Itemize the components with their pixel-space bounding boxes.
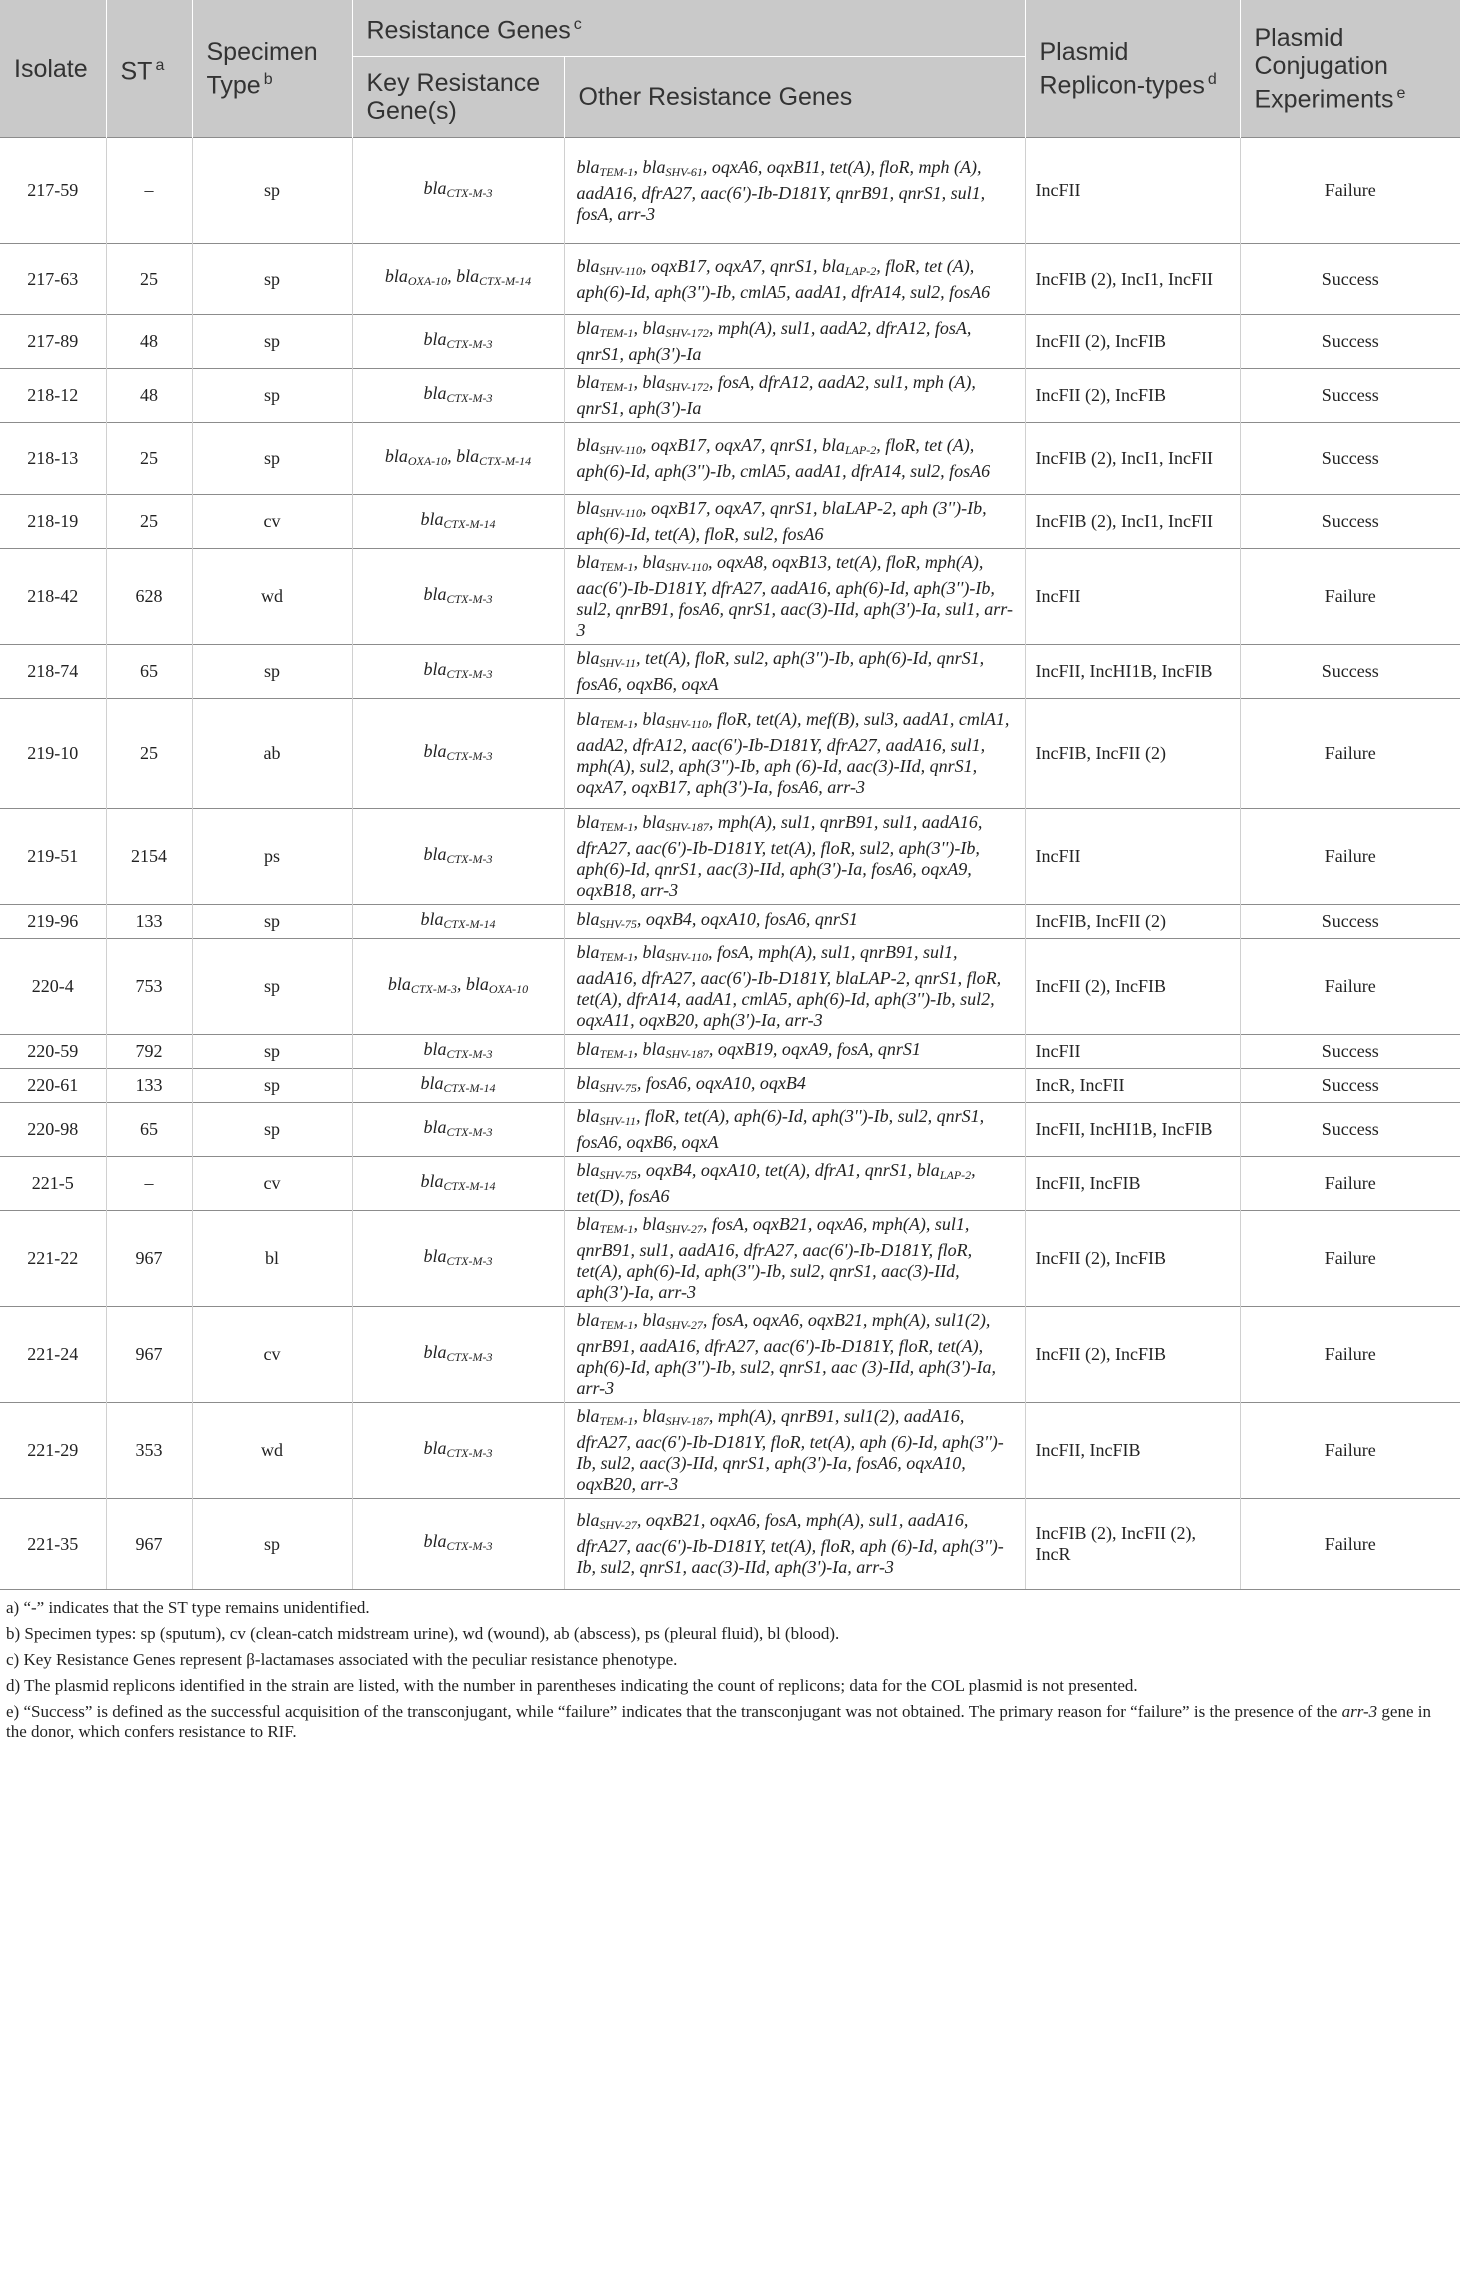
table-row: [0, 1103, 1460, 1157]
cell-key-genes: bla$_{CTX-M-14}$: [352, 495, 564, 549]
cell-st: 48: [106, 369, 192, 423]
cell-conjugation-result: Failure: [1240, 809, 1460, 905]
cell-key-genes: bla$_{CTX-M-3}$: [352, 315, 564, 369]
cell-isolate: 220-59: [0, 1035, 106, 1069]
cell-other-genes: bla$_{TEM-1}$, bla$_{SHV-110}$, oqxA8, oqxB13, tet(A), floR, mph(A), aac(6')-Ib-D181Y, dfrA27, aadA16, aph(6)-Id, aph(3'')-Ib, sul2, qnrB91, fosA6, qnrS1, aac(3)-IId, aph(3')-Ia, sul1, arr-3: [564, 549, 1025, 645]
cell-replicon: IncFIB (2), IncI1, IncFII: [1025, 244, 1240, 315]
cell-specimen: sp: [192, 1103, 352, 1157]
footnote-d: d) The plasmid replicons identified in the strain are listed, with the number in parentheses indicating the count of replicons; data for the COL plasmid is not presented.: [6, 1676, 1138, 1695]
cell-replicon: IncFII, IncHI1B, IncFIB: [1025, 645, 1240, 699]
col-replicon-header: Plasmid Replicon-types $^d$: [1025, 0, 1240, 138]
cell-conjugation-result: Success: [1240, 369, 1460, 423]
cell-specimen: wd: [192, 1403, 352, 1499]
cell-conjugation-result: Failure: [1240, 138, 1460, 244]
cell-isolate: 221-24: [0, 1307, 106, 1403]
cell-st: 133: [106, 1069, 192, 1103]
col-specimen-header: Specimen Type $^b$: [192, 0, 352, 138]
cell-other-genes: bla$_{TEM-1}$, bla$_{SHV-187}$, mph(A), qnrB91, sul1(2), aadA16, dfrA27, aac(6')-Ib-D181Y, floR, tet(A), aph (6)-Id, aph(3'')-Ib, sul2, aac(3)-IId, qnrS1, aph(3')-Ia, fosA6, oqxA10, oqxB20, arr-3: [564, 1403, 1025, 1499]
cell-isolate: 219-51: [0, 809, 106, 905]
cell-specimen: cv: [192, 495, 352, 549]
cell-replicon: IncFII: [1025, 138, 1240, 244]
cell-st: 967: [106, 1211, 192, 1307]
table-row: [0, 423, 1460, 495]
cell-st: 48: [106, 315, 192, 369]
cell-key-genes: bla$_{CTX-M-3}$: [352, 1307, 564, 1403]
cell-replicon: IncFIB, IncFII (2): [1025, 699, 1240, 809]
cell-other-genes: bla$_{SHV-75}$, oqxB4, oqxA10, tet(A), dfrA1, qnrS1, bla$_{LAP-2}$, tet(D), fosA6: [564, 1157, 1025, 1211]
cell-key-genes: bla$_{CTX-M-3}$: [352, 809, 564, 905]
cell-isolate: 220-61: [0, 1069, 106, 1103]
cell-conjugation-result: Success: [1240, 1103, 1460, 1157]
cell-other-genes: bla$_{TEM-1}$, bla$_{SHV-110}$, fosA, mph(A), sul1, qnrB91, sul1, aadA16, dfrA27, aac(6')-Ib-D181Y, blaLAP-2, qnrS1, floR, tet(A), dfrA14, aadA1, cmlA5, aph(6)-Id, aph(3'')-Ib, sul2, oqxA11, oqxB20, aph(3')-Ia, arr-3: [564, 939, 1025, 1035]
table-row: [0, 699, 1460, 809]
col-isolate-header: Isolate: [0, 0, 106, 138]
table-row: [0, 138, 1460, 244]
cell-st: 65: [106, 1103, 192, 1157]
cell-other-genes: bla$_{SHV-110}$, oqxB17, oqxA7, qnrS1, bla$_{LAP-2}$, floR, tet (A), aph(6)-Id, aph(3'')-Ib, cmlA5, aadA1, dfrA14, sul2, fosA6: [564, 244, 1025, 315]
cell-other-genes: bla$_{TEM-1}$, bla$_{SHV-61}$, oqxA6, oqxB11, tet(A), floR, mph (A), aadA16, dfrA27, aac(6')-Ib-D181Y, qnrB91, qnrS1, sul1, fosA, arr-3: [564, 138, 1025, 244]
cell-other-genes: bla$_{TEM-1}$, bla$_{SHV-187}$, oqxB19, oqxA9, fosA, qnrS1: [564, 1035, 1025, 1069]
cell-key-genes: bla$_{OXA-10}$, bla$_{CTX-M-14}$: [352, 244, 564, 315]
table-row: [0, 244, 1460, 315]
cell-isolate: 221-5: [0, 1157, 106, 1211]
cell-key-genes: bla$_{CTX-M-3}$: [352, 369, 564, 423]
cell-conjugation-result: Success: [1240, 905, 1460, 939]
cell-replicon: IncFII (2), IncFIB: [1025, 315, 1240, 369]
cell-key-genes: bla$_{CTX-M-3}$: [352, 1211, 564, 1307]
footnote-c: c) Key Resistance Genes represent β-lactamases associated with the peculiar resistance phenotype.: [6, 1650, 678, 1669]
cell-specimen: sp: [192, 905, 352, 939]
cell-conjugation-result: Success: [1240, 244, 1460, 315]
cell-key-genes: bla$_{CTX-M-3}$: [352, 1035, 564, 1069]
cell-isolate: 217-89: [0, 315, 106, 369]
cell-replicon: IncFII: [1025, 809, 1240, 905]
cell-st: 133: [106, 905, 192, 939]
cell-st: 25: [106, 423, 192, 495]
cell-replicon: IncFII, IncHI1B, IncFIB: [1025, 1103, 1240, 1157]
cell-other-genes: bla$_{SHV-27}$, oqxB21, oqxA6, fosA, mph(A), sul1, aadA16, dfrA27, aac(6')-Ib-D181Y, tet(A), floR, aph (6)-Id, aph(3'')-Ib, sul2, qnrS1, aac(3)-IId, aph(3')-Ia, arr-3: [564, 1499, 1025, 1590]
footnote-e: e) “Success” is defined as the successful acquisition of the transconjugant, while “failure” indicates that the transconjugant was not obtained. The primary reason for “failure” is the presence of the arr-3 gene in the donor, which confers resistance to RIF.: [6, 1702, 1431, 1741]
table-row: [0, 495, 1460, 549]
cell-key-genes: bla$_{CTX-M-3}$: [352, 1499, 564, 1590]
cell-specimen: sp: [192, 244, 352, 315]
cell-specimen: sp: [192, 423, 352, 495]
cell-replicon: IncFII, IncFIB: [1025, 1403, 1240, 1499]
table-row: [0, 1035, 1460, 1069]
cell-conjugation-result: Success: [1240, 315, 1460, 369]
cell-specimen: sp: [192, 315, 352, 369]
table-row: [0, 1211, 1460, 1307]
table-row: [0, 369, 1460, 423]
cell-st: 25: [106, 495, 192, 549]
cell-key-genes: bla$_{CTX-M-14}$: [352, 1069, 564, 1103]
cell-isolate: 218-12: [0, 369, 106, 423]
cell-other-genes: bla$_{SHV-110}$, oqxB17, oqxA7, qnrS1, blaLAP-2, aph (3'')-Ib, aph(6)-Id, tet(A), floR, sul2, fosA6: [564, 495, 1025, 549]
cell-conjugation-result: Failure: [1240, 1499, 1460, 1590]
cell-other-genes: bla$_{TEM-1}$, bla$_{SHV-172}$, mph(A), sul1, aadA2, dfrA12, fosA, qnrS1, aph(3')-Ia: [564, 315, 1025, 369]
col-conjugation-header: Plasmid Conjugation Experiments $^e$: [1240, 0, 1460, 138]
cell-other-genes: bla$_{SHV-110}$, oqxB17, oqxA7, qnrS1, bla$_{LAP-2}$, floR, tet (A), aph(6)-Id, aph(3'')-Ib, cmlA5, aadA1, dfrA14, sul2, fosA6: [564, 423, 1025, 495]
cell-isolate: 219-10: [0, 699, 106, 809]
cell-key-genes: bla$_{CTX-M-3}$: [352, 138, 564, 244]
cell-specimen: cv: [192, 1307, 352, 1403]
cell-conjugation-result: Failure: [1240, 549, 1460, 645]
cell-isolate: 218-74: [0, 645, 106, 699]
table-body: [0, 138, 1460, 1590]
table-row: [0, 1157, 1460, 1211]
col-key-genes-header: Key Resistance Gene(s): [352, 57, 564, 138]
cell-replicon: IncFII (2), IncFIB: [1025, 939, 1240, 1035]
cell-st: 753: [106, 939, 192, 1035]
cell-replicon: IncR, IncFII: [1025, 1069, 1240, 1103]
cell-replicon: IncFIB (2), IncI1, IncFII: [1025, 495, 1240, 549]
cell-isolate: 218-19: [0, 495, 106, 549]
cell-other-genes: bla$_{SHV-11}$, tet(A), floR, sul2, aph(3'')-Ib, aph(6)-Id, qnrS1, fosA6, oqxB6, oqxA: [564, 645, 1025, 699]
table-header: [0, 0, 1460, 138]
cell-conjugation-result: Success: [1240, 645, 1460, 699]
cell-isolate: 217-63: [0, 244, 106, 315]
cell-st: 25: [106, 699, 192, 809]
cell-specimen: sp: [192, 369, 352, 423]
cell-conjugation-result: Success: [1240, 1035, 1460, 1069]
cell-key-genes: bla$_{CTX-M-3}$: [352, 1103, 564, 1157]
cell-replicon: IncFII (2), IncFIB: [1025, 369, 1240, 423]
table-row: [0, 645, 1460, 699]
cell-isolate: 218-42: [0, 549, 106, 645]
cell-conjugation-result: Success: [1240, 1069, 1460, 1103]
cell-st: –: [106, 1157, 192, 1211]
cell-st: 967: [106, 1499, 192, 1590]
cell-other-genes: bla$_{SHV-75}$, oqxB4, oqxA10, fosA6, qnrS1: [564, 905, 1025, 939]
col-other-genes-header: Other Resistance Genes: [564, 57, 1025, 138]
footnote-b: b) Specimen types: sp (sputum), cv (clean-catch midstream urine), wd (wound), ab (abscess), ps (pleural fluid), bl (blood).: [6, 1624, 840, 1643]
cell-specimen: wd: [192, 549, 352, 645]
table-row: [0, 939, 1460, 1035]
cell-specimen: sp: [192, 645, 352, 699]
cell-key-genes: bla$_{OXA-10}$, bla$_{CTX-M-14}$: [352, 423, 564, 495]
cell-st: –: [106, 138, 192, 244]
cell-key-genes: bla$_{CTX-M-14}$: [352, 905, 564, 939]
cell-isolate: 220-98: [0, 1103, 106, 1157]
cell-replicon: IncFIB (2), IncFII (2), IncR: [1025, 1499, 1240, 1590]
cell-st: 25: [106, 244, 192, 315]
cell-st: 967: [106, 1307, 192, 1403]
cell-other-genes: bla$_{TEM-1}$, bla$_{SHV-172}$, fosA, dfrA12, aadA2, sul1, mph (A), qnrS1, aph(3')-Ia: [564, 369, 1025, 423]
cell-replicon: IncFIB, IncFII (2): [1025, 905, 1240, 939]
cell-key-genes: bla$_{CTX-M-14}$: [352, 1157, 564, 1211]
cell-conjugation-result: Failure: [1240, 1211, 1460, 1307]
footnote-a: a) “-” indicates that the ST type remains unidentified.: [6, 1598, 370, 1617]
cell-replicon: IncFII (2), IncFIB: [1025, 1307, 1240, 1403]
cell-conjugation-result: Failure: [1240, 1307, 1460, 1403]
cell-st: 792: [106, 1035, 192, 1069]
cell-specimen: sp: [192, 939, 352, 1035]
cell-other-genes: bla$_{TEM-1}$, bla$_{SHV-27}$, fosA, oqxA6, oqxB21, mph(A), sul1(2), qnrB91, aadA16, dfrA27, aac(6')-Ib-D181Y, floR, tet(A), aph(6)-Id, aph(3'')-Ib, sul2, qnrS1, aac (3)-IId, aph(3')-Ia, arr-3: [564, 1307, 1025, 1403]
footnotes: [0, 1590, 1460, 1742]
table-row: [0, 905, 1460, 939]
cell-specimen: sp: [192, 138, 352, 244]
cell-conjugation-result: Failure: [1240, 1157, 1460, 1211]
cell-st: 628: [106, 549, 192, 645]
cell-key-genes: bla$_{CTX-M-3}$, bla$_{OXA-10}$: [352, 939, 564, 1035]
cell-key-genes: bla$_{CTX-M-3}$: [352, 1403, 564, 1499]
cell-replicon: IncFII: [1025, 549, 1240, 645]
cell-conjugation-result: Failure: [1240, 939, 1460, 1035]
cell-conjugation-result: Failure: [1240, 699, 1460, 809]
table-row: [0, 1403, 1460, 1499]
cell-other-genes: bla$_{TEM-1}$, bla$_{SHV-110}$, floR, tet(A), mef(B), sul3, aadA1, cmlA1, aadA2, dfrA12, aac(6')-Ib-D181Y, dfrA27, aadA16, sul1, mph(A), sul2, aph(3'')-Ib, aph (6)-Id, aac(3)-IId, qnrS1, oqxA7, oqxB17, aph(3')-Ia, fosA6, arr-3: [564, 699, 1025, 809]
cell-key-genes: bla$_{CTX-M-3}$: [352, 645, 564, 699]
cell-isolate: 219-96: [0, 905, 106, 939]
table-row: [0, 809, 1460, 905]
cell-key-genes: bla$_{CTX-M-3}$: [352, 699, 564, 809]
cell-conjugation-result: Success: [1240, 495, 1460, 549]
cell-specimen: cv: [192, 1157, 352, 1211]
cell-isolate: 221-35: [0, 1499, 106, 1590]
cell-isolate: 217-59: [0, 138, 106, 244]
col-st-header: ST $^a$: [106, 0, 192, 138]
cell-replicon: IncFII (2), IncFIB: [1025, 1211, 1240, 1307]
cell-conjugation-result: Failure: [1240, 1403, 1460, 1499]
cell-specimen: ab: [192, 699, 352, 809]
cell-other-genes: bla$_{SHV-11}$, floR, tet(A), aph(6)-Id, aph(3'')-Ib, sul2, qnrS1, fosA6, oqxB6, oqxA: [564, 1103, 1025, 1157]
cell-other-genes: bla$_{TEM-1}$, bla$_{SHV-187}$, mph(A), sul1, qnrB91, sul1, aadA16, dfrA27, aac(6')-Ib-D181Y, tet(A), floR, sul2, aph(3'')-Ib, aph(6)-Id, qnrS1, aac(3)-IId, aph(3')-Ia, fosA6, oqxA9, oqxB18, arr-3: [564, 809, 1025, 905]
cell-specimen: sp: [192, 1035, 352, 1069]
cell-specimen: sp: [192, 1069, 352, 1103]
table-row: [0, 1069, 1460, 1103]
cell-isolate: 221-29: [0, 1403, 106, 1499]
cell-replicon: IncFII: [1025, 1035, 1240, 1069]
resistance-genes-group-header: Resistance Genes $^c$: [352, 0, 1025, 57]
cell-st: 65: [106, 645, 192, 699]
cell-isolate: 220-4: [0, 939, 106, 1035]
cell-replicon: IncFIB (2), IncI1, IncFII: [1025, 423, 1240, 495]
cell-isolate: 218-13: [0, 423, 106, 495]
cell-other-genes: bla$_{SHV-75}$, fosA6, oqxA10, oqxB4: [564, 1069, 1025, 1103]
cell-st: 353: [106, 1403, 192, 1499]
table-row: [0, 315, 1460, 369]
cell-specimen: bl: [192, 1211, 352, 1307]
cell-isolate: 221-22: [0, 1211, 106, 1307]
cell-key-genes: bla$_{CTX-M-3}$: [352, 549, 564, 645]
table-row: [0, 1307, 1460, 1403]
cell-specimen: sp: [192, 1499, 352, 1590]
cell-st: 2154: [106, 809, 192, 905]
cell-conjugation-result: Success: [1240, 423, 1460, 495]
cell-replicon: IncFII, IncFIB: [1025, 1157, 1240, 1211]
table-row: [0, 549, 1460, 645]
cell-other-genes: bla$_{TEM-1}$, bla$_{SHV-27}$, fosA, oqxB21, oqxA6, mph(A), sul1, qnrB91, sul1, aadA16, dfrA27, aac(6')-Ib-D181Y, floR, tet(A), aph(6)-Id, aph(3'')-Ib, sul2, qnrS1, aac(3)-IId, aph(3')-Ia, arr-3: [564, 1211, 1025, 1307]
cell-specimen: ps: [192, 809, 352, 905]
table-row: [0, 1499, 1460, 1590]
